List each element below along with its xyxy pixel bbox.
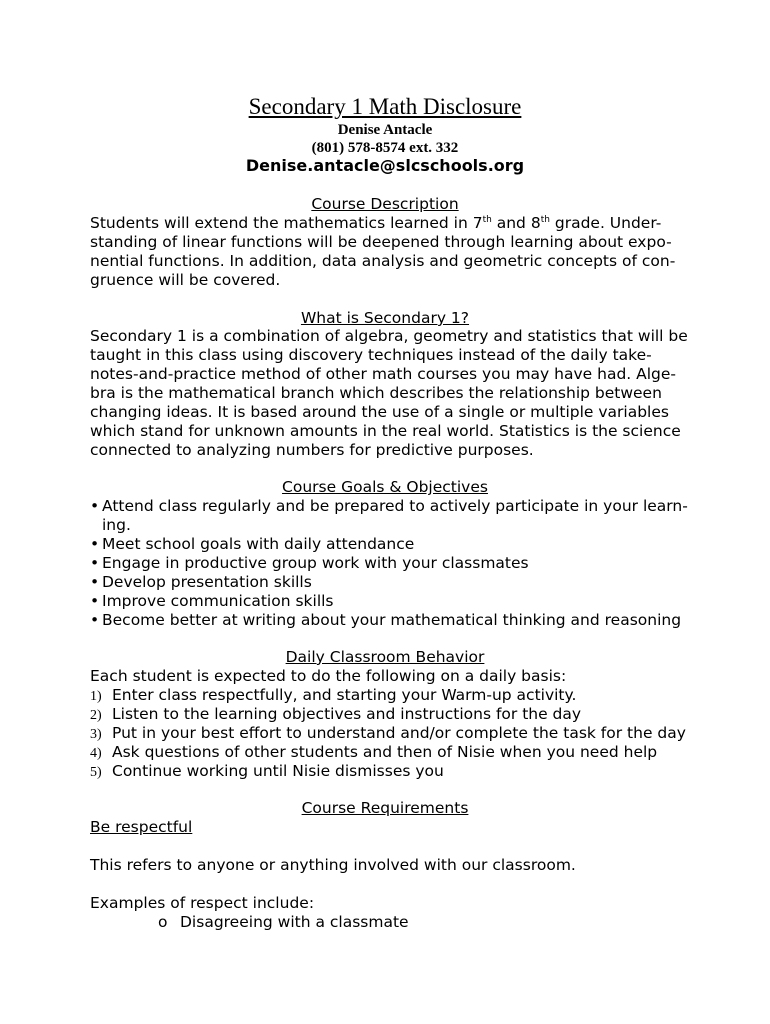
what-is-line-3: notes-and-practice method of other math courses you may have had. Alge- [90,365,677,383]
respect-subheading: Be respectful [90,818,193,836]
behavior-heading: Daily Classroom Behavior [285,648,485,666]
behavior-item-1: 1) Enter class respectfully, and starting your Warm-up activity. [90,686,577,704]
what-is-line-5: changing ideas. It is based around the use of a single or multiple variables [90,403,669,421]
what-is-line-7: connected to analyzing numbers for predictive purposes. [90,441,534,459]
what-is-line-6: which stand for unknown amounts in the real world. Statistics is the science [90,422,681,440]
goal-item-1: • Attend class regularly and be prepared to actively participate in your learn- [90,497,688,515]
course-description-line-4: gruence will be covered. [90,271,281,289]
course-description-line-1: Students will extend the mathematics learned in 7th and 8th grade. Under- [90,214,662,232]
what-is-line-4: bra is the mathematical branch which describes the relationship between [90,384,662,402]
requirements-para-1: This refers to anyone or anything involved with our classroom. [90,856,576,874]
requirements-heading: Course Requirements [301,799,469,817]
course-description-line-3: nential functions. In addition, data analysis and geometric concepts of con- [90,252,676,270]
behavior-item-2: 2) Listen to the learning objectives and instructions for the day [90,705,582,723]
goal-item-1-cont: ing. [102,516,131,534]
goal-item-3: • Engage in productive group work with your classmates [90,554,529,572]
behavior-intro: Each student is expected to do the following on a daily basis: [90,667,567,685]
course-description-heading: Course Description [311,195,459,213]
what-is-line-2: taught in this class using discovery techniques instead of the daily take- [90,346,652,364]
what-is-heading: What is Secondary 1? [300,309,470,327]
behavior-item-5: 5) Continue working until Nisie dismisses you [90,762,444,780]
behavior-item-3: 3) Put in your best effort to understand and/or complete the task for the day [90,724,686,742]
author-email: Denise.antacle@slcschools.org [245,156,525,175]
bullet-icon: • [90,611,100,629]
respect-example-item: o Disagreeing with a classmate [158,913,409,931]
goal-item-5: • Improve communication skills [90,592,334,610]
requirements-para-2: Examples of respect include: [90,894,315,912]
bullet-icon: • [90,573,100,591]
bullet-icon: • [90,497,100,515]
course-description-line-2: standing of linear functions will be deepened through learning about expo- [90,233,672,251]
bullet-icon: • [90,592,100,610]
goals-heading: Course Goals & Objectives [282,478,488,496]
goal-item-2: • Meet school goals with daily attendance [90,535,415,553]
behavior-item-4: 4) Ask questions of other students and then of Nisie when you need help [90,743,658,761]
what-is-line-1: Secondary 1 is a combination of algebra, geometry and statistics that will be [90,327,688,345]
bullet-icon: • [90,554,100,572]
page-title: Secondary 1 Math Disclosure [248,94,522,119]
circle-bullet-icon: o [158,913,168,931]
goal-item-6: • Become better at writing about your mathematical thinking and reasoning [90,611,682,629]
goal-item-4: • Develop presentation skills [90,573,312,591]
author-name: Denise Antacle [337,122,433,138]
bullet-icon: • [90,535,100,553]
author-phone: (801) 578-8574 ext. 332 [311,140,459,156]
